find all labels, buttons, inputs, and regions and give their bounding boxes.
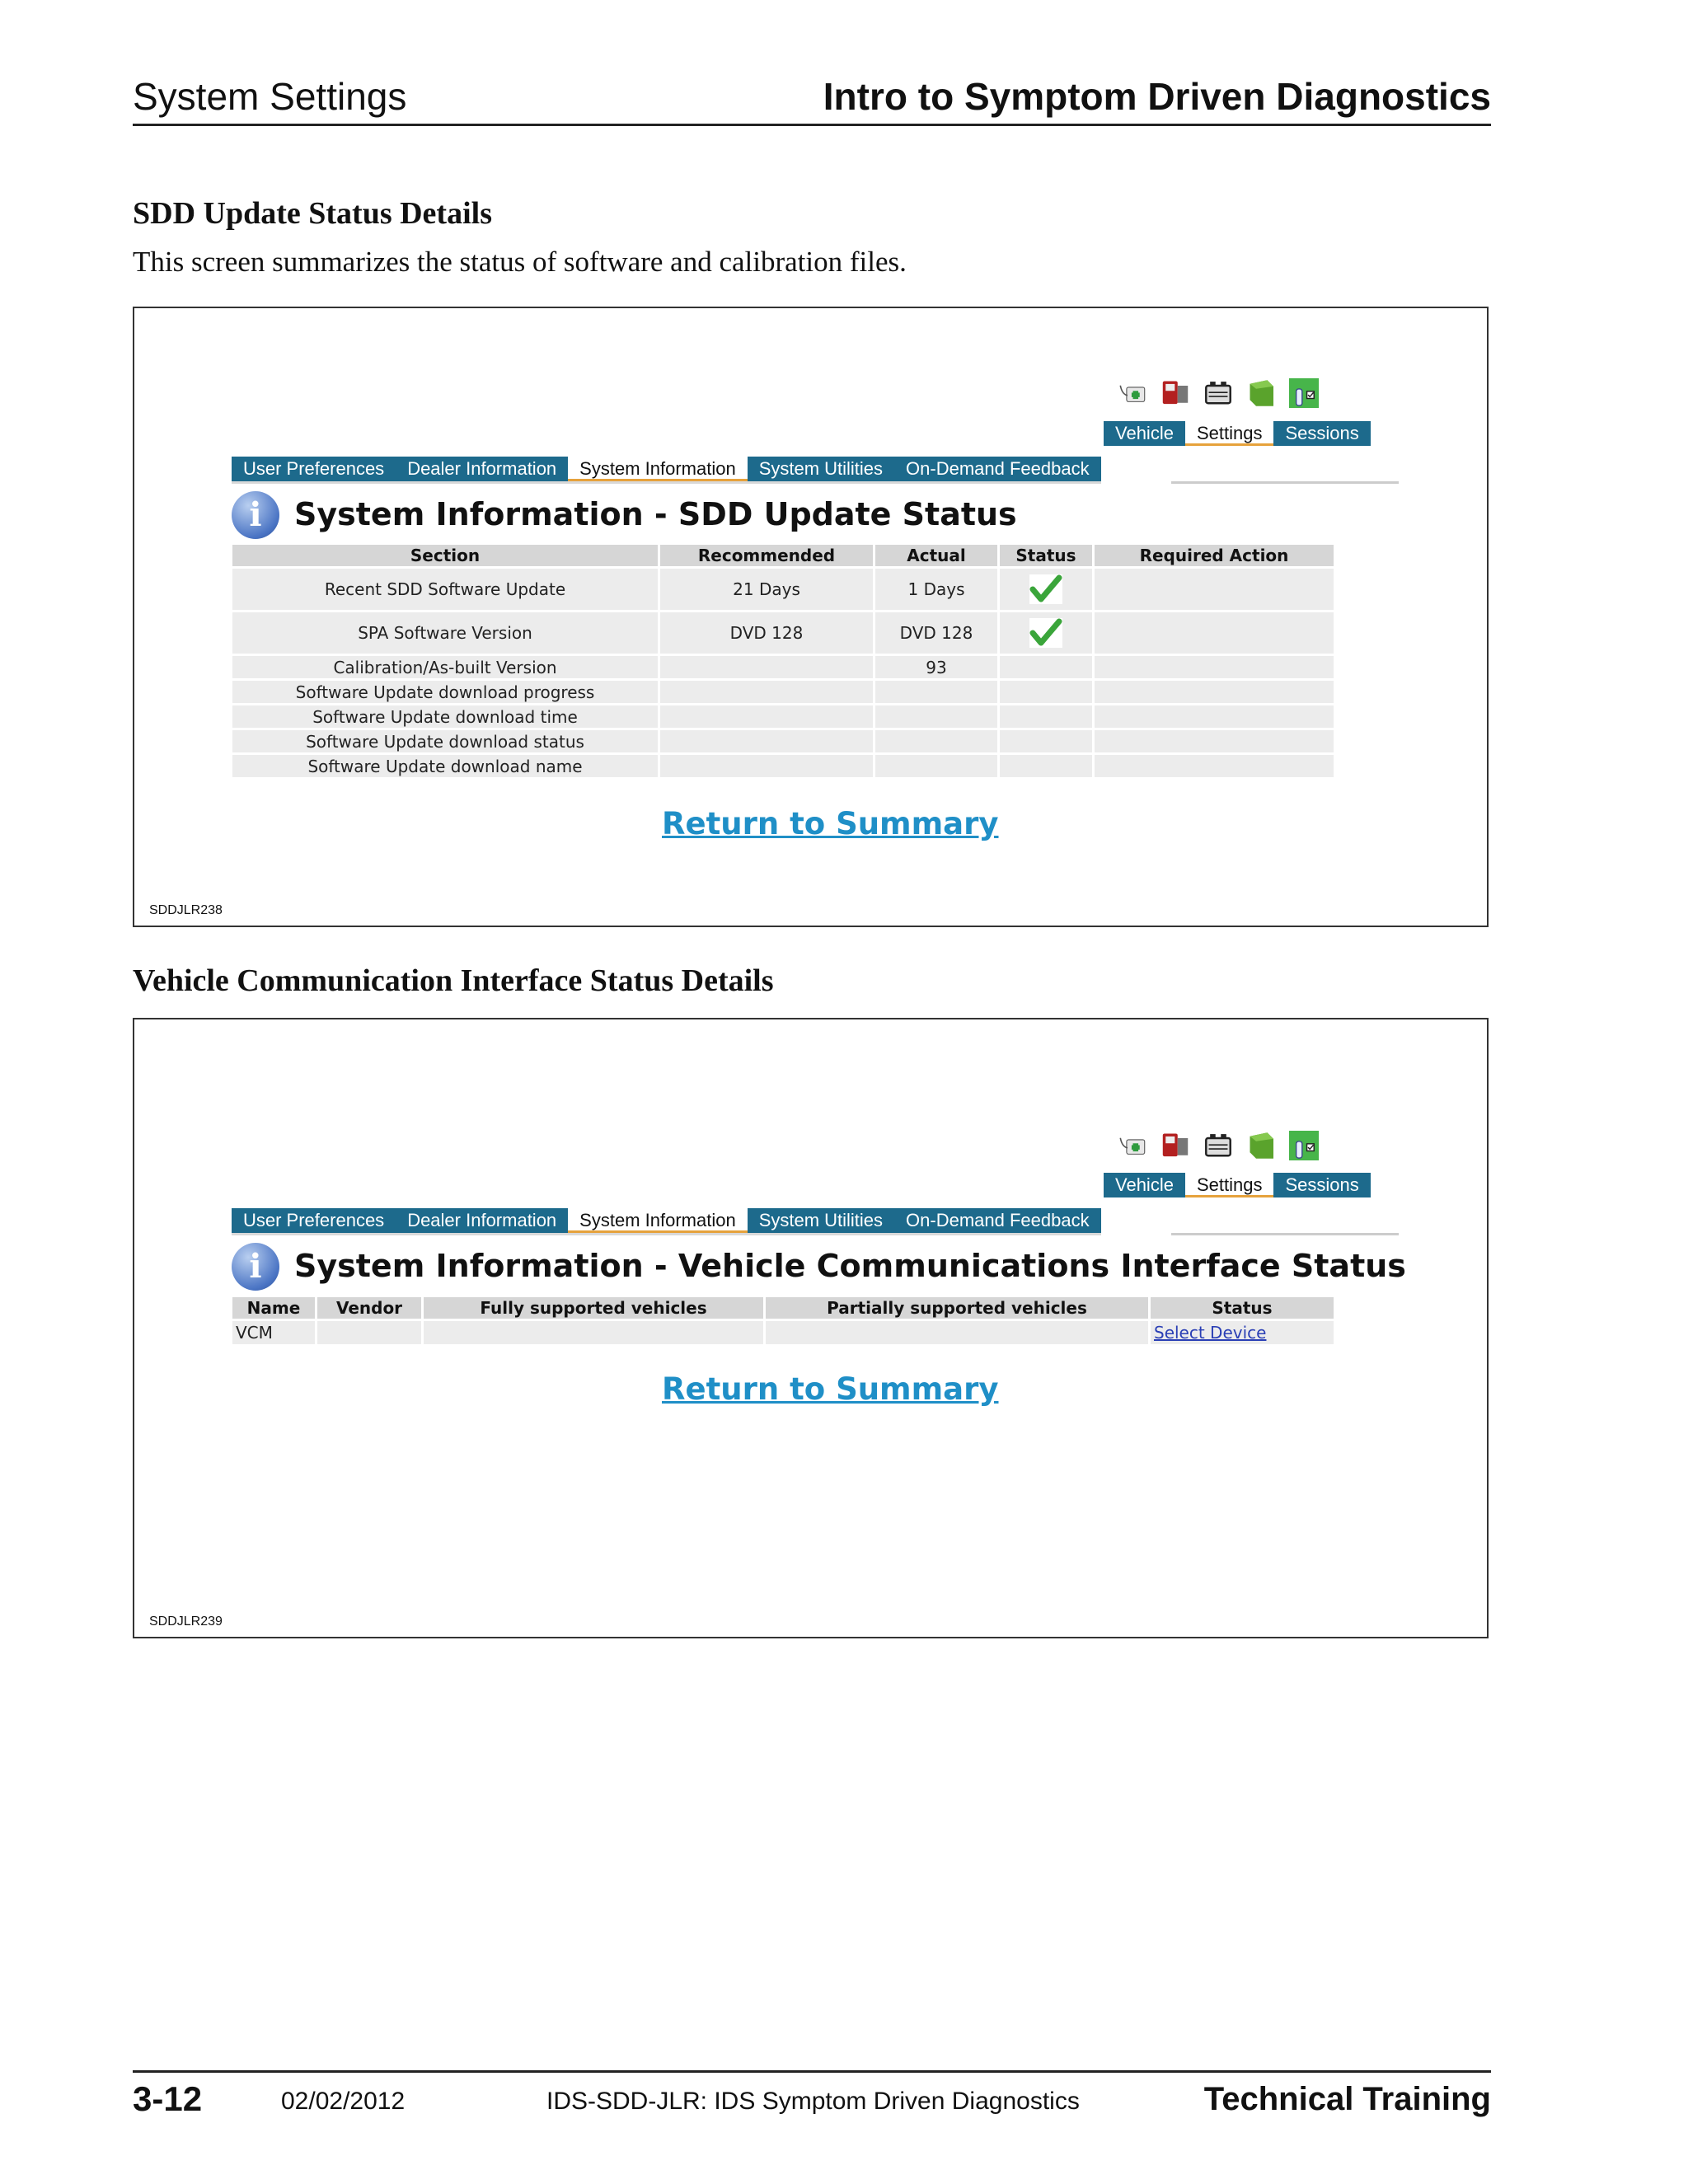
wireless-vci-icon[interactable] xyxy=(1289,373,1319,414)
col-actual: Actual xyxy=(875,545,997,566)
return-to-summary-link[interactable]: Return to Summary xyxy=(662,806,999,841)
figure-id: SDDJLR239 xyxy=(149,1615,223,1629)
cell-recommended xyxy=(660,730,873,752)
cell-section: Software Update download time xyxy=(232,705,658,728)
cell-status xyxy=(1000,755,1092,777)
cell-recommended xyxy=(660,681,873,703)
tab-user-preferences[interactable]: User Preferences xyxy=(232,1208,396,1233)
col-recommended: Recommended xyxy=(660,545,873,566)
tab-system-utilities[interactable]: System Utilities xyxy=(748,457,894,481)
cell-actual xyxy=(875,730,997,752)
cell-actual xyxy=(875,755,997,777)
cell-action xyxy=(1095,656,1334,678)
table-row xyxy=(232,681,1334,703)
info-icon: i xyxy=(232,1243,279,1291)
screen-title: System Information - Vehicle Communications Interface Status xyxy=(294,1248,1406,1284)
cell-recommended xyxy=(660,705,873,728)
col-fully-supported: Fully supported vehicles xyxy=(424,1297,763,1319)
checkmark-icon xyxy=(1028,616,1064,649)
page-footer xyxy=(133,2070,1491,2122)
diagnostic-device-icon[interactable] xyxy=(1160,373,1190,414)
green-box-icon[interactable] xyxy=(1246,373,1276,414)
toolbar-icons xyxy=(1118,373,1319,414)
cell-section: SPA Software Version xyxy=(232,612,658,654)
cell-recommended xyxy=(660,755,873,777)
header-chapter-title: Intro to Symptom Driven Diagnostics xyxy=(823,75,1491,118)
nav-settings[interactable]: Settings xyxy=(1185,1173,1274,1197)
cell-recommended: DVD 128 xyxy=(660,612,873,654)
table-row xyxy=(232,730,1334,752)
cell-partially xyxy=(766,1321,1148,1344)
cell-actual xyxy=(875,681,997,703)
cell-action xyxy=(1095,755,1334,777)
medical-kit-icon[interactable] xyxy=(1118,373,1147,414)
cell-action xyxy=(1095,569,1334,610)
battery-icon[interactable] xyxy=(1203,373,1233,414)
cell-recommended: 21 Days xyxy=(660,569,873,610)
cell-name: VCM xyxy=(232,1321,315,1344)
cell-fully xyxy=(424,1321,763,1344)
cell-actual: 93 xyxy=(875,656,997,678)
tab-on-demand-feedback[interactable]: On-Demand Feedback xyxy=(894,1208,1101,1233)
cell-status xyxy=(1000,612,1092,654)
table-row xyxy=(232,612,1334,654)
tab-on-demand-feedback[interactable]: On-Demand Feedback xyxy=(894,457,1101,481)
figure-id: SDDJLR238 xyxy=(149,903,223,917)
col-name: Name xyxy=(232,1297,315,1319)
cell-section: Software Update download status xyxy=(232,730,658,752)
vci-status-table xyxy=(230,1295,1336,1347)
cell-vendor xyxy=(317,1321,421,1344)
tab-system-information[interactable]: System Information xyxy=(568,457,748,481)
nav-vehicle[interactable]: Vehicle xyxy=(1104,421,1185,446)
cell-status xyxy=(1000,681,1092,703)
info-icon: i xyxy=(232,491,279,539)
col-status: Status xyxy=(1151,1297,1334,1319)
tab-dealer-information[interactable]: Dealer Information xyxy=(396,1208,568,1233)
toolbar-icons xyxy=(1118,1125,1319,1166)
wireless-vci-icon[interactable] xyxy=(1289,1125,1319,1166)
tab-dealer-information[interactable]: Dealer Information xyxy=(396,457,568,481)
nav-sessions[interactable]: Sessions xyxy=(1273,1173,1370,1197)
cell-actual xyxy=(875,705,997,728)
cell-section: Software Update download progress xyxy=(232,681,658,703)
settings-tabs xyxy=(232,1208,1101,1235)
figure-sdd-update-status xyxy=(133,307,1489,927)
cell-section: Software Update download name xyxy=(232,755,658,777)
cell-status xyxy=(1151,1321,1334,1344)
cell-action xyxy=(1095,730,1334,752)
green-box-icon[interactable] xyxy=(1246,1125,1276,1166)
cell-section: Calibration/As-built Version xyxy=(232,656,658,678)
tab-user-preferences[interactable]: User Preferences xyxy=(232,457,396,481)
diagnostic-device-icon[interactable] xyxy=(1160,1125,1190,1166)
col-section: Section xyxy=(232,545,658,566)
col-partially-supported: Partially supported vehicles xyxy=(766,1297,1148,1319)
tab-system-information[interactable]: System Information xyxy=(568,1208,748,1233)
medical-kit-icon[interactable] xyxy=(1118,1125,1147,1166)
select-device-link[interactable]: Select Device xyxy=(1154,1323,1267,1343)
checkmark-icon xyxy=(1028,573,1064,606)
cell-status xyxy=(1000,730,1092,752)
page-header xyxy=(133,68,1491,126)
page-number: 3-12 xyxy=(133,2079,203,2118)
cell-action xyxy=(1095,612,1334,654)
top-navigation xyxy=(1104,1173,1371,1197)
footer-date: 02/02/2012 xyxy=(281,2088,406,2115)
nav-sessions[interactable]: Sessions xyxy=(1273,421,1370,446)
return-to-summary-link[interactable]: Return to Summary xyxy=(662,1371,999,1407)
footer-course-title: IDS-SDD-JLR: IDS Symptom Driven Diagnostics xyxy=(546,2088,1080,2115)
cell-status xyxy=(1000,705,1092,728)
tab-system-utilities[interactable]: System Utilities xyxy=(748,1208,894,1233)
col-required-action: Required Action xyxy=(1095,545,1334,566)
table-row xyxy=(232,656,1334,678)
col-status: Status xyxy=(1000,545,1092,566)
cell-status xyxy=(1000,569,1092,610)
cell-action xyxy=(1095,705,1334,728)
tab-bar-line xyxy=(1171,481,1399,484)
col-vendor: Vendor xyxy=(317,1297,421,1319)
table-row xyxy=(232,705,1334,728)
table-row xyxy=(232,755,1334,777)
nav-vehicle[interactable]: Vehicle xyxy=(1104,1173,1185,1197)
screen-title: System Information - SDD Update Status xyxy=(294,496,1017,532)
section1-description: This screen summarizes the status of software and calibration files. xyxy=(133,246,907,278)
section1-title: SDD Update Status Details xyxy=(133,196,492,231)
cell-section: Recent SDD Software Update xyxy=(232,569,658,610)
cell-status xyxy=(1000,656,1092,678)
footer-brand: Technical Training xyxy=(1203,2081,1491,2117)
cell-actual: DVD 128 xyxy=(875,612,997,654)
cell-recommended xyxy=(660,656,873,678)
battery-icon[interactable] xyxy=(1203,1125,1233,1166)
top-navigation xyxy=(1104,421,1371,446)
settings-tabs xyxy=(232,457,1101,484)
cell-action xyxy=(1095,681,1334,703)
cell-actual: 1 Days xyxy=(875,569,997,610)
tab-bar-line xyxy=(1171,1233,1399,1235)
table-row xyxy=(232,1321,1334,1344)
header-section-name: System Settings xyxy=(133,75,407,118)
section2-title: Vehicle Communication Interface Status Details xyxy=(133,963,774,998)
table-row xyxy=(232,569,1334,610)
nav-settings[interactable]: Settings xyxy=(1185,421,1274,446)
figure-vci-status xyxy=(133,1018,1489,1638)
sdd-status-table xyxy=(230,542,1336,780)
